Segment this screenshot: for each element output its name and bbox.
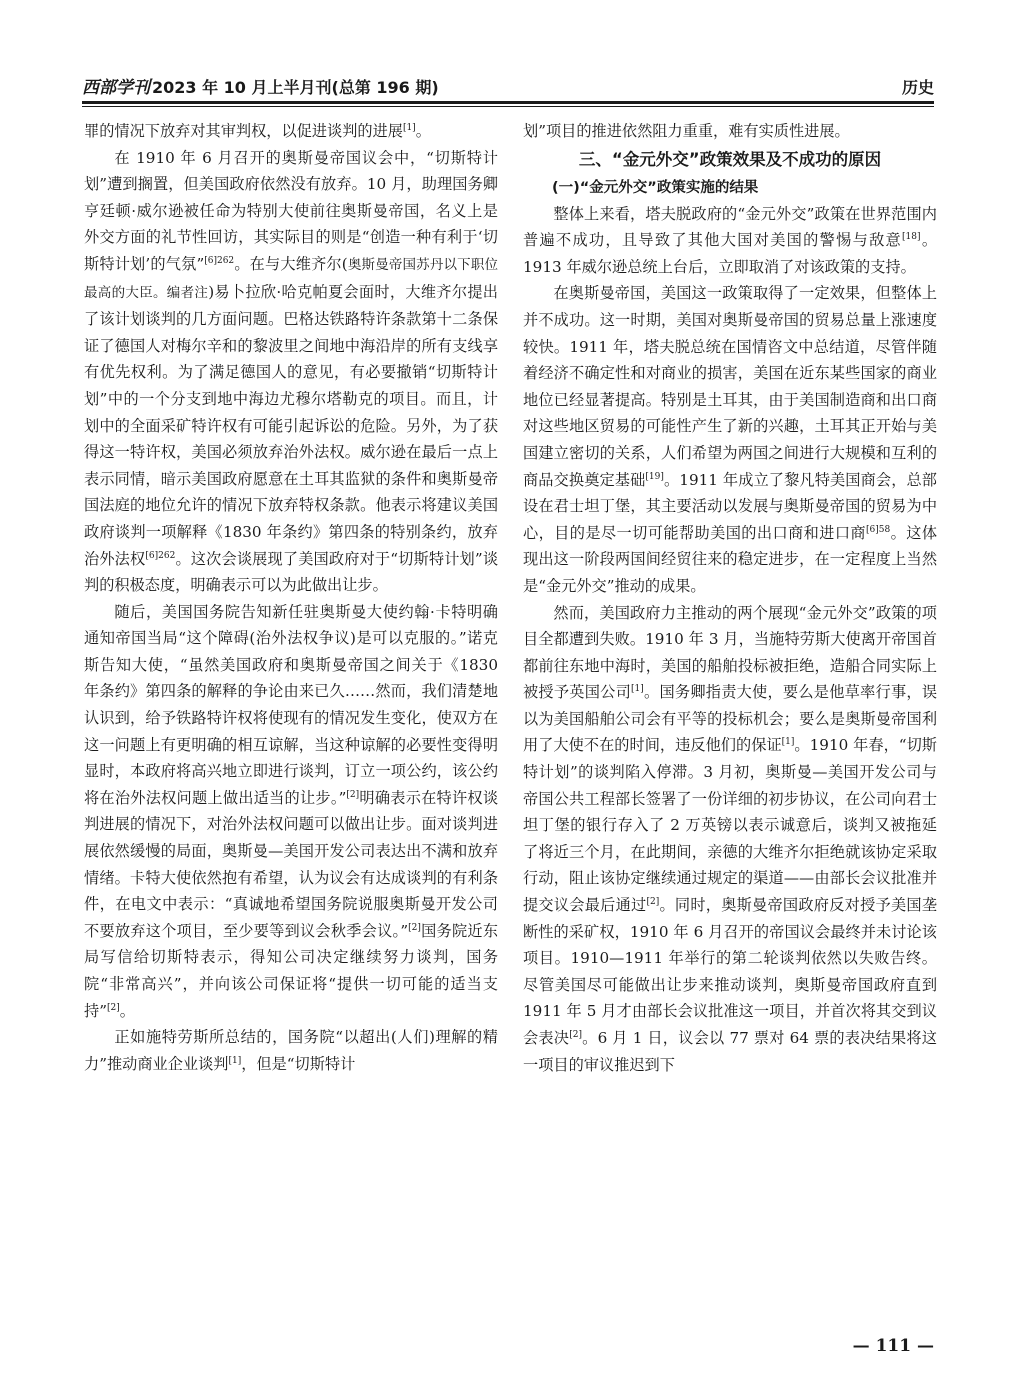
citation: [1] bbox=[402, 123, 416, 133]
text: 。1911 年成立了黎凡特美国商会，总部设在君士坦丁堡，其主要活动以发展与奥斯曼帝国的贸易为中心，目的是尽一切可能帮助美国的出口商和进口商 bbox=[523, 470, 937, 542]
citation: [2] bbox=[106, 1002, 120, 1013]
text: 罪的情况下放弃对其审判权，以促进谈判的进展 bbox=[84, 122, 403, 140]
paragraph bbox=[84, 118, 498, 145]
text: 国务院近东局写信给切斯特表示，得知公司决定继续努力谈判，国务院“非常高兴”，并向该公司保证将“提供一切可能的适当支持” bbox=[84, 921, 499, 1020]
text: 划”项目的推进依然阻力重重，难有实质性进展。 bbox=[523, 122, 850, 140]
citation: [2] bbox=[646, 897, 660, 908]
text: 明确表示在特许权谈判进展的情况下，对治外法权问题可以做出让步。面对谈判进展依然缓慢的局面，奥斯曼—美国开发公司表达出不满和放弃情绪。卡特大使依然抱有希望，认为议会有达成谈判的有利条件，在电文中表示：“真诚地希望国务院说服奥斯曼开发公司不要放弃这个项目，至少要等到议会秋季会议。” bbox=[84, 788, 499, 940]
citation: [6]262 bbox=[204, 255, 235, 266]
citation: [19] bbox=[645, 471, 664, 482]
header-rule-thick bbox=[82, 101, 934, 104]
text: 在奥斯曼帝国，美国这一政策取得了一定效果，但整体上并不成功。这一时期，美国对奥斯曼帝国的贸易总量上涨速度较快。1911 年，塔夫脱总统在国情咨文中总结道，尽管伴随着经济不确定性和对商业的损害，美国在近东某些国家的商业地位已经显著提高。特别是土耳其，由于美国制造商和出口商对这些地区贸易的可能性产生了新的兴趣，土耳其正开始与美国建立密切的关系，人们希望为两国之间进行大规模和互利的商品交换奠定基础 bbox=[523, 284, 937, 489]
text: 。1910 年春，“切斯特计划”的谈判陷入停滞。3 月初，奥斯曼—美国开发公司与帝国公共工程部长签署了一份详细的初步协议，在公司向君士坦丁堡的银行存入了 2 万英镑以表示诚意后，谈判又被拖延了将近三个月，在此期间，亲德的大维齐尔拒绝就该协定采取行动，阻止该协定继续通过规定的渠道——由部长会议批准并提交议会最后通过 bbox=[523, 736, 937, 915]
text: 然而，美国政府力主推动的两个展现“金元外交”政策的项目全都遭到失败。1910 年 3 月，当施特劳斯大使离开帝国首都前往东地中海时，美国的船舶投标被拒绝，造船合同实际上被授予英国公司 bbox=[523, 603, 937, 702]
text: 。国务卿指责大使，要么是他草率行事，误以为美国船舶公司会有平等的投标机会；要么是奥斯曼帝国利用了大使不在的时间，违反他们的保证 bbox=[523, 683, 938, 755]
editor-note: 奥斯曼帝国苏丹以下职位最高的大臣。编者注 bbox=[84, 256, 498, 301]
section-heading: 三、“金元外交”政策效果及不成功的原因 bbox=[578, 149, 882, 169]
paragraph bbox=[523, 201, 937, 281]
citation: [6]58 bbox=[866, 524, 891, 535]
right-column bbox=[523, 118, 937, 1078]
paragraph bbox=[523, 118, 937, 145]
citation: [6]262 bbox=[145, 550, 176, 561]
citation: [1] bbox=[781, 737, 795, 748]
citation: [1] bbox=[228, 1055, 242, 1066]
citation: [18] bbox=[902, 232, 921, 243]
paragraph bbox=[84, 1024, 498, 1077]
subsection-heading: (一)“金元外交”政策实施的结果 bbox=[552, 179, 759, 196]
text: 。在与大维齐尔( bbox=[234, 254, 348, 273]
citation: [2] bbox=[569, 1030, 582, 1040]
header-rule-thin bbox=[82, 106, 934, 107]
page-number: — 111 — bbox=[852, 1336, 934, 1356]
citation: [2] bbox=[346, 789, 360, 800]
text: 随后，美国国务院告知新任驻奥斯曼大使约翰·卡特明确通知帝国当局“这个障碍(治外法权争议)是可以克服的。”诺克斯告知大使，“虽然美国政府和奥斯曼帝国之间关于《1830 年条约》第四条的解释的争论由来已久……然而，我们清楚地认识到，给予铁路特许权将使现有的情况发生变化，使双方在这一问题上有更明确的相互谅解，当这种谅解的必要性变得明显时，本政府将高兴地立即进行谈判，订立一项公约，该公约将在治外法权问题上做出适当的让步。” bbox=[84, 602, 498, 807]
paragraph bbox=[523, 600, 937, 1079]
text: 。 bbox=[415, 122, 431, 140]
paragraph bbox=[84, 145, 498, 599]
left-column bbox=[84, 118, 498, 1077]
text: 。这次会谈展现了美国政府对于“切斯特计划”谈判的积极态度，明确表示可以为此做出让步。 bbox=[84, 549, 499, 595]
text: 。 bbox=[119, 1001, 135, 1020]
text: 在 1910 年 6 月召开的奥斯曼帝国议会中，“切斯特计划”遭到搁置，但美国政府依然没有放弃。10 月，助理国务卿亨廷顿·威尔逊被任命为特别大使前往奥斯曼帝国，名义上是外交方面的礼节性回访，其实际目的则是“创造一种有利于‘切斯特计划’的气氛” bbox=[84, 148, 498, 273]
citation: [2] bbox=[408, 922, 421, 933]
running-header bbox=[82, 72, 934, 98]
paragraph bbox=[523, 280, 937, 599]
text: 。1913 年威尔逊总统上台后，立即取消了对该政策的支持。 bbox=[523, 231, 938, 276]
citation: [1] bbox=[631, 684, 644, 695]
text: 。这体现出这一阶段两国间经贸往来的稳定进步，在一定程度上当然是“金元外交”推动的成果。 bbox=[523, 523, 938, 595]
paragraph bbox=[84, 599, 498, 1025]
text: 整体上来看，塔夫脱政府的“金元外交”政策在世界范围内普遍不成功，且导致了其他大国对美国的警惕与敌意 bbox=[523, 204, 937, 250]
text: )易卜拉欣·哈克帕夏会面时，大维齐尔提出了该计划谈判的几方面问题。巴格达铁路特许条款第十二条保证了德国人对梅尔辛和的黎波里之间地中海沿岸的所有支线享有优先权利。为了满足德国人的意见，有必要撤销“切斯特计划”中的一个分支到地中海边尤穆尔塔勒克的项目。而且，计划中的全面采矿特许权有可能引起诉讼的危险。另外，为了获得这一特许权，美国必须放弃治外法权。威尔逊在最后一点上表示同情，暗示美国政府愿意在土耳其监狱的条件和奥斯曼帝国法庭的地位允许的情况下放弃特权条款。他表示将建议美国政府谈判一项解释《1830 年条约》第四条的特别条约，放弃治外法权 bbox=[84, 282, 498, 568]
text: 正如施特劳斯所总结的，国务院“以超出(人们)理解的精力”推动商业企业谈判 bbox=[84, 1028, 498, 1073]
journal-title bbox=[82, 73, 439, 98]
section-name: 历史 bbox=[901, 78, 934, 97]
text: 。同时，奥斯曼帝国政府反对授予美国垄断性的采矿权，1910 年 6 月召开的帝国议会最终并未讨论该项目。1910—1911 年举行的第二轮谈判依然以失败告终。尽管美国尽可能做出让步来推动谈判，奥斯曼帝国政府直到 1911 年 5 月才由部长会议批准这一项目，并首次将其交到议会表决 bbox=[523, 896, 938, 1047]
journal-brand: 西部学刊 bbox=[82, 78, 150, 98]
text: 。6 月 1 日，议会以 77 票对 64 票的表决结果将这一项目的审议推迟到下 bbox=[523, 1029, 937, 1074]
text: ，但是“切斯特计 bbox=[241, 1054, 356, 1073]
journal-issue: 2023 年 10 月上半月刊(总第 196 期) bbox=[152, 78, 439, 97]
